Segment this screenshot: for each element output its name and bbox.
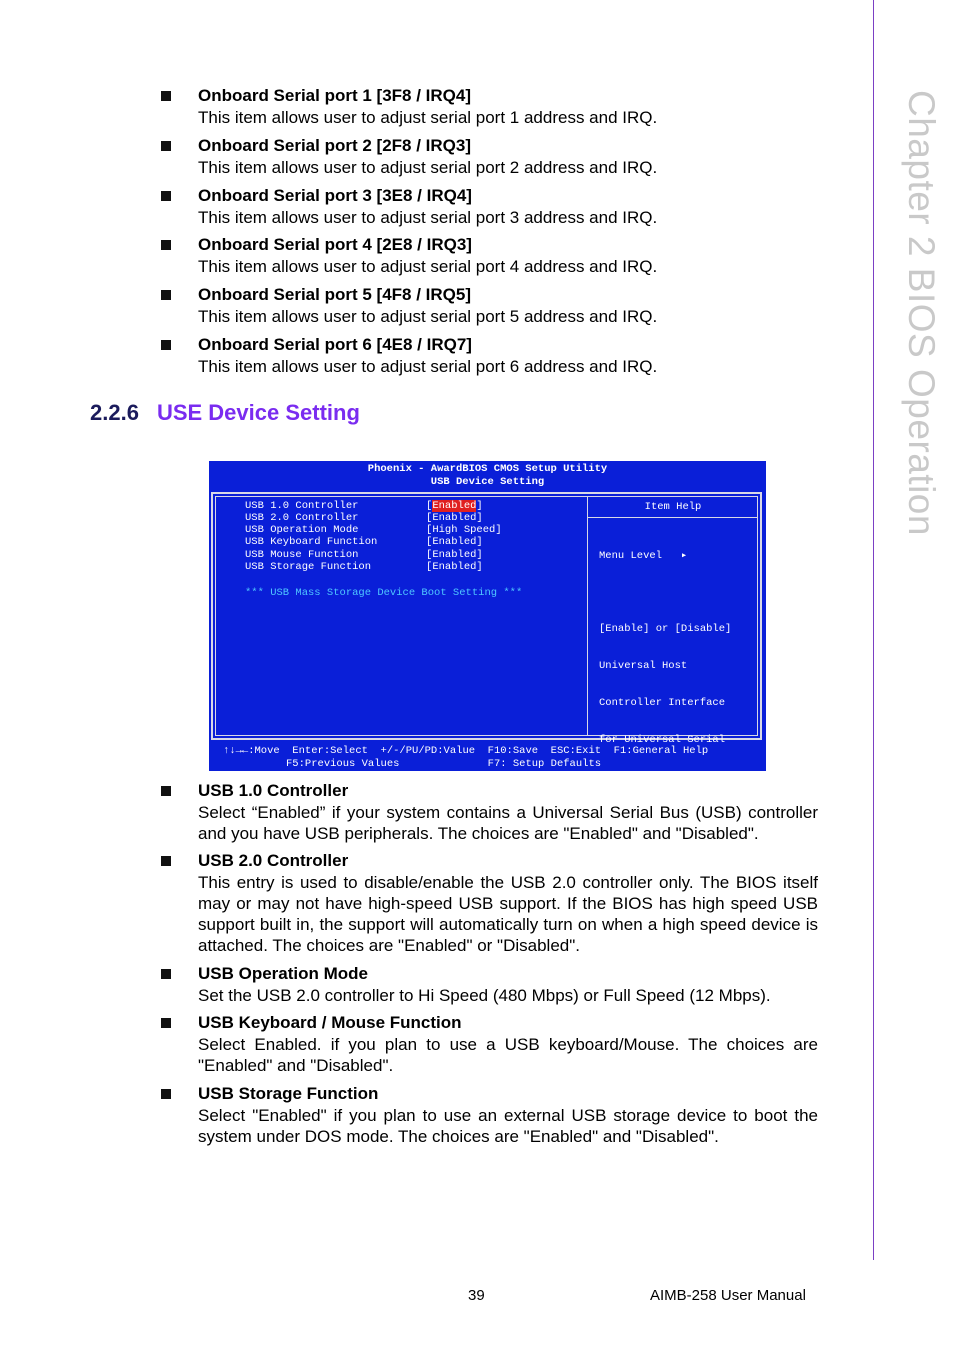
serial-item-4 bbox=[198, 234, 818, 277]
serial-item-6 bbox=[198, 334, 818, 377]
usb-item-1 bbox=[198, 780, 818, 844]
bullet-icon bbox=[161, 141, 171, 151]
bios-opt-usb10[interactable]: [Enabled] bbox=[426, 500, 483, 512]
bios-row-mouse bbox=[245, 549, 358, 561]
bios-opt-value: Enabled bbox=[432, 561, 477, 573]
item-heading: Onboard Serial port 5 [4F8 / IRQ5] bbox=[198, 285, 471, 304]
bios-footer bbox=[209, 745, 766, 770]
item-heading: Onboard Serial port 4 [2E8 / IRQ3] bbox=[198, 235, 472, 254]
item-desc: This item allows user to adjust serial port 5 address and IRQ. bbox=[198, 307, 658, 326]
bios-help-line: Controller Interface bbox=[599, 697, 726, 710]
item-heading: USB 1.0 Controller bbox=[198, 781, 349, 800]
bios-divider bbox=[587, 496, 588, 736]
bios-footer-line2: F5:Previous Values F7: Setup Defaults bbox=[223, 757, 602, 770]
bios-opt-usb20[interactable]: [Enabled] bbox=[426, 512, 483, 524]
item-desc: Select “Enabled” if your system contains a Universal Serial Bus (USB) controller and you have USB peripherals. The choices are "Enabled" and "Disabled". bbox=[198, 803, 818, 843]
chapter-side-title bbox=[890, 90, 950, 550]
item-desc: This item allows user to adjust serial port 4 address and IRQ. bbox=[198, 257, 658, 276]
bullet-icon bbox=[161, 290, 171, 300]
bios-opt-storage[interactable]: [Enabled] bbox=[426, 561, 483, 573]
bios-help-line: for Universal Serial bbox=[599, 734, 726, 747]
section-title: USE Device Setting bbox=[156, 400, 360, 425]
usb-item-4 bbox=[198, 1012, 818, 1076]
bios-row-usb20 bbox=[245, 512, 358, 524]
bios-opt-value: Enabled bbox=[432, 500, 477, 512]
item-heading: Onboard Serial port 3 [3E8 / IRQ4] bbox=[198, 186, 472, 205]
bullet-icon bbox=[161, 240, 171, 250]
bios-row-storage bbox=[245, 561, 371, 573]
bullet-icon bbox=[161, 91, 171, 101]
bios-row-usb10 bbox=[245, 500, 358, 512]
serial-item-5 bbox=[198, 284, 818, 327]
bios-screenshot bbox=[209, 461, 766, 783]
bios-row-label: USB Mouse Function bbox=[245, 549, 359, 561]
bullet-icon bbox=[161, 1089, 171, 1099]
bullet-icon bbox=[161, 856, 171, 866]
serial-item-1 bbox=[198, 85, 818, 128]
item-heading: Onboard Serial port 6 [4E8 / IRQ7] bbox=[198, 335, 472, 354]
item-desc: This item allows user to adjust serial port 3 address and IRQ. bbox=[198, 208, 658, 227]
bios-help-separator bbox=[588, 517, 758, 518]
bios-opt-value: High Speed bbox=[432, 524, 496, 536]
item-heading: USB Operation Mode bbox=[198, 964, 369, 983]
bios-opt-mouse[interactable]: [Enabled] bbox=[426, 549, 483, 561]
item-heading: Onboard Serial port 1 [3F8 / IRQ4] bbox=[198, 86, 471, 105]
item-desc: Select "Enabled" if you plan to use an external USB storage device to boot the system under DOS mode. The choices are "Enabled" and "Disabled". bbox=[198, 1106, 818, 1146]
bios-title-line1: Phoenix - AwardBIOS CMOS Setup Utility bbox=[367, 463, 608, 475]
bullet-icon bbox=[161, 786, 171, 796]
bios-opt-value: Enabled bbox=[432, 549, 477, 561]
usb-item-5 bbox=[198, 1083, 818, 1147]
bios-opt-value: Enabled bbox=[432, 536, 477, 548]
bullet-icon bbox=[161, 969, 171, 979]
bios-footer-line1: ↑↓→←:Move Enter:Select +/-/PU/PD:Value F10:Save ESC:Exit F1:General Help bbox=[223, 745, 709, 757]
bullet-icon bbox=[161, 1018, 171, 1028]
bios-help-line bbox=[599, 586, 731, 598]
bios-row-label: USB Storage Function bbox=[245, 561, 372, 573]
bios-title bbox=[209, 463, 766, 488]
side-rule bbox=[873, 0, 874, 1260]
serial-item-2 bbox=[198, 135, 818, 178]
bios-row-label: USB Keyboard Function bbox=[245, 536, 378, 548]
bios-help-line: Bus. bbox=[599, 770, 625, 783]
bios-row-label: USB 2.0 Controller bbox=[245, 512, 359, 524]
bios-mass-storage-heading: *** USB Mass Storage Device Boot Setting *** bbox=[245, 587, 523, 599]
section-heading bbox=[90, 400, 360, 426]
bios-row-keyboard bbox=[245, 536, 377, 548]
item-desc: This item allows user to adjust serial port 6 address and IRQ. bbox=[198, 357, 658, 376]
bios-help-line: Menu Level ▸ bbox=[599, 549, 688, 562]
page-number: 39 bbox=[468, 1287, 485, 1304]
item-heading: USB 2.0 Controller bbox=[198, 851, 349, 870]
bios-opt-value: Enabled bbox=[432, 512, 477, 524]
bullet-icon bbox=[161, 340, 171, 350]
serial-item-3 bbox=[198, 185, 818, 228]
bios-row-label: USB 1.0 Controller bbox=[245, 500, 359, 512]
bios-opt-opmode[interactable]: [High Speed] bbox=[426, 524, 502, 536]
bios-help-line: [Enable] or [Disable] bbox=[599, 623, 732, 636]
bios-help-title: Item Help bbox=[644, 501, 702, 513]
bios-row-label: USB Operation Mode bbox=[245, 524, 359, 536]
item-heading: USB Storage Function bbox=[198, 1084, 379, 1103]
chapter-side-title-text: Chapter 2 BIOS Operation bbox=[901, 90, 942, 536]
usb-item-3 bbox=[198, 963, 818, 1006]
bios-row-opmode bbox=[245, 524, 358, 536]
item-heading: USB Keyboard / Mouse Function bbox=[198, 1013, 462, 1032]
item-desc: This item allows user to adjust serial port 2 address and IRQ. bbox=[198, 158, 658, 177]
item-heading: Onboard Serial port 2 [2F8 / IRQ3] bbox=[198, 136, 471, 155]
bios-title-line2: USB Device Setting bbox=[430, 475, 545, 488]
section-number: 2.2.6 bbox=[90, 400, 139, 425]
item-desc: Select Enabled. if you plan to use a USB keyboard/Mouse. The choices are "Enabled" and "Disabled". bbox=[198, 1035, 818, 1075]
item-desc: Set the USB 2.0 controller to Hi Speed (480 Mbps) or Full Speed (12 Mbps). bbox=[198, 986, 771, 1005]
bullet-icon bbox=[161, 191, 171, 201]
bios-help-line: Universal Host bbox=[599, 660, 688, 673]
item-desc: This item allows user to adjust serial port 1 address and IRQ. bbox=[198, 108, 658, 127]
manual-title: AIMB-258 User Manual bbox=[650, 1287, 806, 1304]
usb-item-2 bbox=[198, 850, 818, 956]
item-desc: This entry is used to disable/enable the USB 2.0 controller only. The BIOS itself may or may not have high-speed USB support. If the BIOS has high speed USB support built in, the support will automatically turn on when a high speed device is attached. The choices are "Enabled" or "Disabled". bbox=[198, 873, 818, 955]
bios-opt-keyboard[interactable]: [Enabled] bbox=[426, 536, 483, 548]
